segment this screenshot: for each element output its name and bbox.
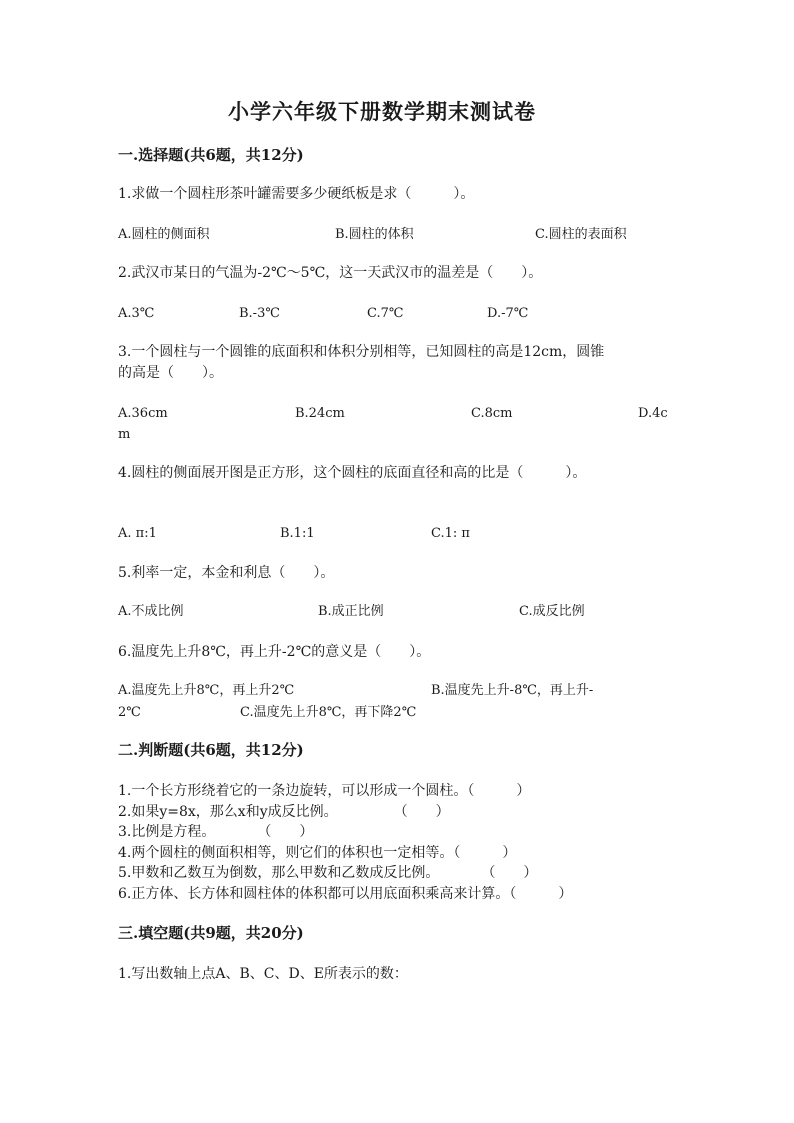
q2-option-d: D.-7℃ — [487, 306, 529, 321]
section-heading-choice: 一.选择题(共6题，共12分) — [118, 146, 304, 164]
judge-item-6: 6.正方体、长方体和圆柱体的体积都可以用底面积乘高来计算。（ ） — [118, 886, 573, 902]
q3-option-c: C.8cm — [471, 406, 513, 421]
q2-option-b: B.-3℃ — [239, 306, 280, 321]
judge-item-3: 3.比例是方程。 （ ） — [118, 824, 314, 840]
q6-option-c: C.温度先上升8℃，再下降2℃ — [240, 705, 417, 720]
q2-option-a: A.3℃ — [118, 306, 155, 321]
fill-question-1: 1.写出数轴上点A、B、C、D、E所表示的数： — [118, 966, 408, 982]
q1-option-b: B.圆柱的体积 — [335, 227, 414, 242]
question-3-line2: 的高是（ ）。 — [118, 365, 223, 381]
judge-item-1: 1.一个长方形绕着它的一条边旋转，可以形成一个圆柱。（ ） — [118, 783, 531, 799]
q3-option-a: A.36cm — [118, 406, 168, 421]
section-heading-fill: 三.填空题(共9题，共20分) — [118, 924, 304, 942]
judge-item-2: 2.如果y=8x，那么x和y成反比例。 （ ） — [118, 804, 450, 820]
question-3-line1: 3.一个圆柱与一个圆锥的底面积和体积分别相等，已知圆柱的高是12cm，圆锥 — [118, 344, 605, 360]
q2-option-c: C.7℃ — [367, 306, 404, 321]
q1-option-a: A.圆柱的侧面积 — [118, 227, 210, 242]
question-5: 5.利率一定，本金和利息（ ）。 — [118, 565, 335, 581]
q5-option-a: A.不成比例 — [118, 604, 184, 619]
judge-item-4: 4.两个圆柱的侧面积相等，则它们的体积也一定相等。（ ） — [118, 845, 517, 861]
question-6: 6.温度先上升8℃，再上升-2℃的意义是（ ）。 — [118, 644, 431, 660]
q4-option-a: A. π:1 — [118, 526, 157, 541]
q6-option-b: B.温度先上升-8℃，再上升- — [431, 683, 594, 698]
q4-option-c: C.1: π — [431, 526, 470, 541]
section-heading-judge: 二.判断题(共6题，共12分) — [118, 741, 304, 759]
page-title: 小学六年级下册数学期末测试卷 — [228, 99, 536, 124]
q3-option-b: B.24cm — [295, 406, 345, 421]
q3-option-d: D.4c — [638, 406, 668, 421]
judge-item-5: 5.甲数和乙数互为倒数，那么甲数和乙数成反比例。 （ ） — [118, 865, 538, 881]
q1-option-c: C.圆柱的表面积 — [535, 227, 627, 242]
question-4: 4.圆柱的侧面展开图是正方形，这个圆柱的底面直径和高的比是（ ）。 — [118, 465, 587, 481]
q6-option-b-wrap: 2℃ — [118, 705, 141, 720]
q6-option-a: A.温度先上升8℃，再上升2℃ — [118, 683, 295, 698]
q5-option-c: C.成反比例 — [519, 604, 585, 619]
question-1: 1.求做一个圆柱形茶叶罐需要多少硬纸板是求（ ）。 — [118, 186, 475, 202]
q5-option-b: B.成正比例 — [318, 604, 384, 619]
q4-option-b: B.1:1 — [280, 526, 315, 541]
question-2: 2.武汉市某日的气温为-2℃～5℃，这一天武汉市的温差是（ ）。 — [118, 265, 543, 281]
q3-option-d-wrap: m — [118, 427, 131, 442]
